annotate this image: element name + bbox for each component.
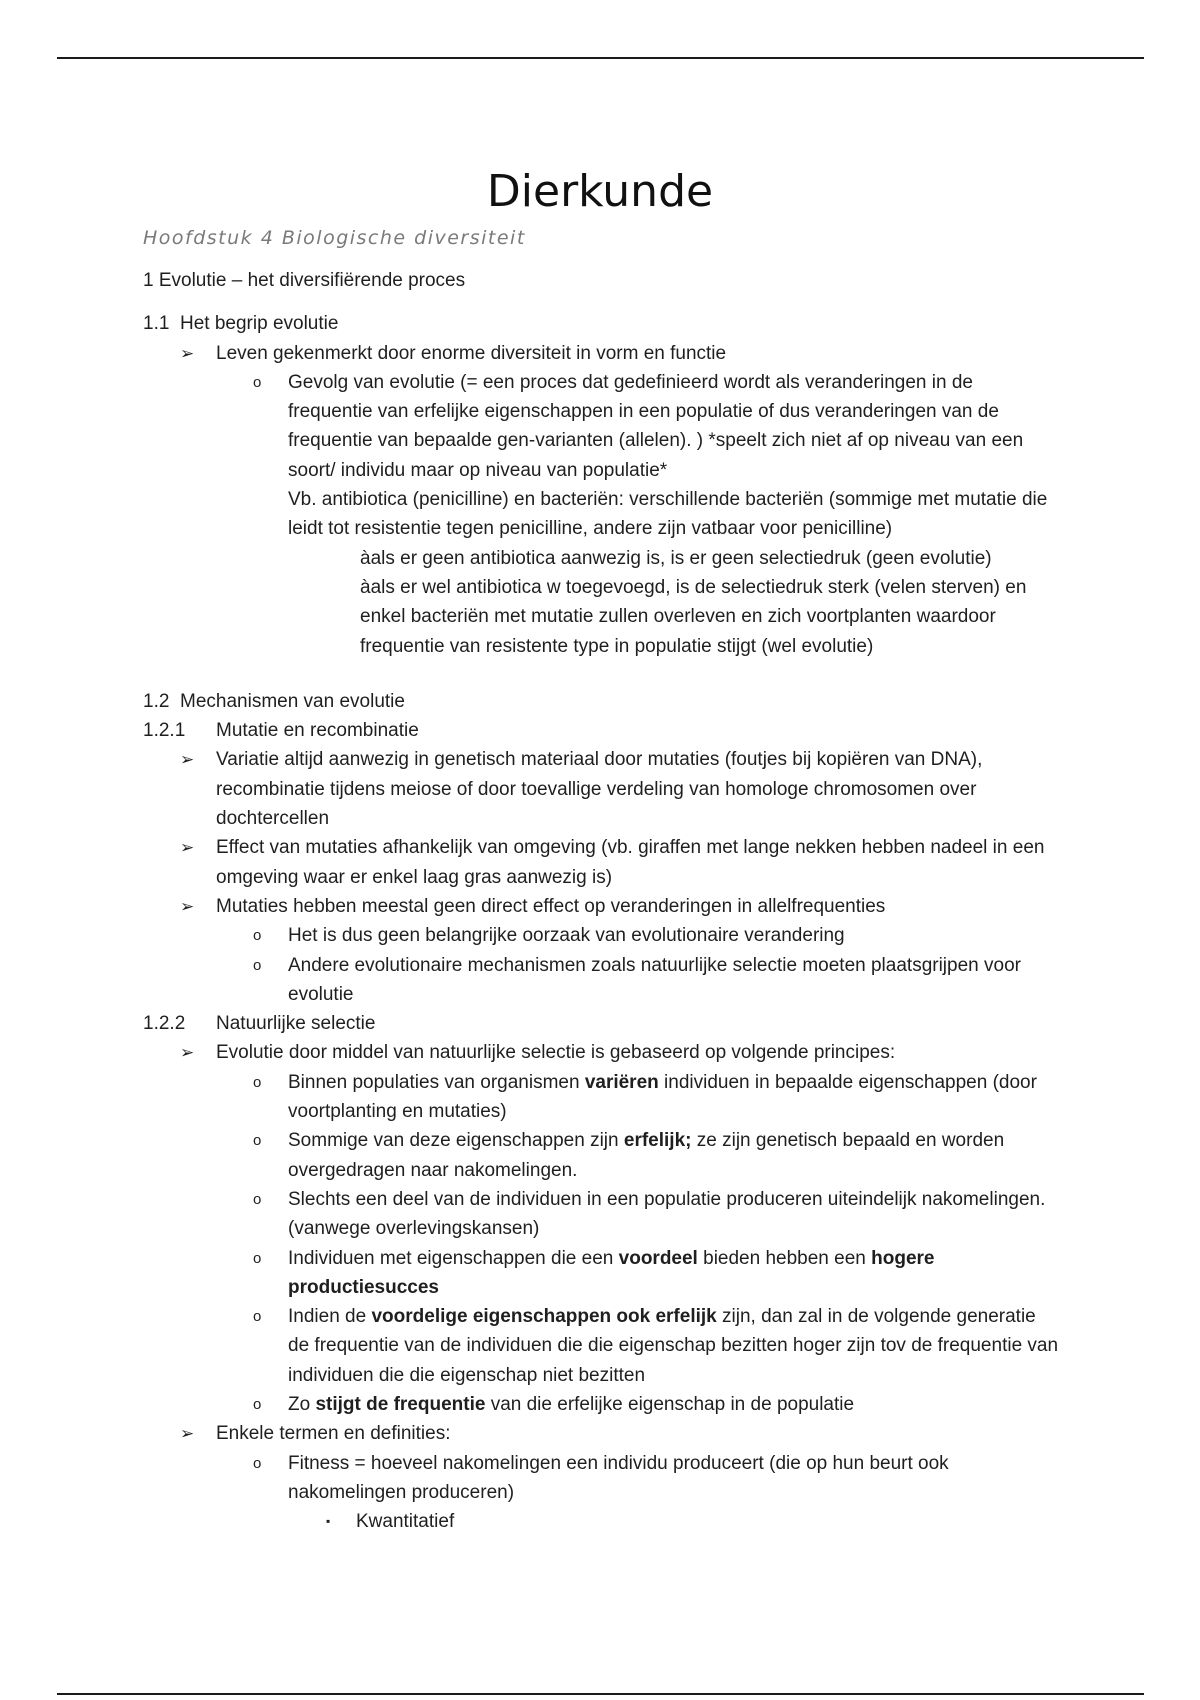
- example-text: Vb. antibiotica (penicilline) en bacteriën: verschillende bacteriën (sommige met mutatie die leidt tot resistentie tegen penicilline, andere zijn vatbaar voor penicilline): [288, 489, 1048, 540]
- arrow-bullet-icon: ➢: [180, 750, 195, 770]
- consequence-text: àals er geen antibiotica aanwezig is, is er geen selectiedruk (geen evolutie): [360, 547, 992, 569]
- emphasis-text: hogere productiesucces: [288, 1247, 935, 1298]
- list-item-text: Variatie altijd aanwezig in genetisch materiaal door mutaties (foutjes bij kopiëren van DNA), recombinatie tijdens meiose of door toevallige verdeling van homologe chromosomen over dochtercellen: [216, 749, 983, 830]
- subsection-number: 1.1: [143, 313, 170, 335]
- emphasis-text: stijgt de frequentie: [315, 1393, 486, 1415]
- list-item: [0, 368, 1200, 485]
- paragraph: [0, 573, 1200, 661]
- emphasis-text: variëren: [584, 1071, 659, 1093]
- subsection-heading-1-2-1: [0, 716, 1200, 745]
- list-item-text: ze zijn genetisch bepaald en worden overgedragen naar nakomelingen.: [288, 1130, 1005, 1181]
- list-item: [0, 1302, 1200, 1390]
- arrow-bullet-icon: ➢: [180, 896, 195, 916]
- paragraph: [0, 485, 1200, 544]
- list-item: [0, 1244, 1200, 1303]
- list-item: [0, 833, 1200, 892]
- list-item: [0, 745, 1200, 833]
- list-item: [0, 1449, 1200, 1508]
- subsection-title: Het begrip evolutie: [180, 313, 339, 335]
- circle-bullet-icon: o: [253, 1395, 262, 1413]
- list-item-text: Sommige van deze eigenschappen zijn: [288, 1130, 624, 1152]
- footer-rule: [57, 1693, 1144, 1695]
- subsection-title: Mutatie en recombinatie: [216, 720, 419, 742]
- list-item-text: Evolutie door middel van natuurlijke selectie is gebaseerd op volgende principes:: [216, 1042, 896, 1064]
- list-item: [0, 339, 1200, 368]
- circle-bullet-icon: o: [253, 1073, 262, 1091]
- subsection-number: 1.2.2: [143, 1013, 186, 1035]
- list-item-text: Kwantitatief: [356, 1511, 455, 1533]
- list-item: [0, 892, 1200, 921]
- list-item-text: individuen in bepaalde eigenschappen (door voortplanting en mutaties): [288, 1071, 1037, 1123]
- list-item: [0, 1038, 1200, 1067]
- arrow-bullet-icon: ➢: [180, 838, 195, 858]
- list-item: [0, 921, 1200, 950]
- emphasis-text: voordelige eigenschappen ook erfelijk: [371, 1306, 717, 1328]
- document-title: Dierkunde: [486, 166, 714, 217]
- paragraph: [0, 544, 1200, 573]
- list-item-text: van die erfelijke eigenschap in de populatie: [485, 1393, 855, 1415]
- subsection-title: Natuurlijke selectie: [216, 1013, 376, 1035]
- list-item-text: Fitness = hoeveel nakomelingen een individu produceert (die op hun beurt ook nakomelingen produceren): [288, 1452, 949, 1503]
- circle-bullet-icon: o: [253, 927, 262, 945]
- circle-bullet-icon: o: [253, 1190, 262, 1208]
- list-item-text: bieden hebben een: [697, 1247, 872, 1269]
- list-item-text: Slechts een deel van de individuen in een populatie produceren uiteindelijk nakomelingen. (vanwege overlevingskansen): [288, 1188, 1046, 1240]
- subsection-heading-1-2-2: [0, 1009, 1200, 1038]
- subsection-title: Mechanismen van evolutie: [180, 690, 405, 712]
- circle-bullet-icon: o: [253, 1454, 262, 1472]
- consequence-text: àals er wel antibiotica w toegevoegd, is de selectiedruk sterk (velen sterven) en enkel bacteriën met mutatie zullen overleven en zich voortplanten waardoor frequentie van resistente type in populatie stijgt (wel evolutie): [360, 576, 1027, 657]
- list-item-text: Het is dus geen belangrijke oorzaak van evolutionaire verandering: [288, 925, 845, 947]
- subsection-number: 1.2.1: [143, 720, 186, 742]
- arrow-bullet-icon: ➢: [180, 1043, 195, 1063]
- list-item: [0, 1185, 1200, 1244]
- section-heading: [0, 266, 1200, 295]
- list-item: [0, 1507, 1200, 1536]
- list-item-text: Andere evolutionaire mechanismen zoals natuurlijke selectie moeten plaatsgrijpen voor evolutie: [288, 954, 1021, 1005]
- emphasis-text: voordeel: [618, 1247, 698, 1269]
- document-body: [0, 266, 1200, 1536]
- list-item-text: Effect van mutaties afhankelijk van omgeving (vb. giraffen met lange nekken hebben nadeel in een omgeving waar er enkel laag gras aanwezig is): [216, 837, 1045, 888]
- header-rule: [57, 57, 1144, 59]
- subsection-number: 1.2: [143, 690, 170, 712]
- subsection-heading-1-2: [0, 687, 1200, 716]
- list-item-text: Binnen populaties van organismen: [288, 1071, 585, 1093]
- section-heading-text: 1 Evolutie – het diversifiërende proces: [143, 270, 466, 291]
- circle-bullet-icon: o: [253, 1249, 262, 1267]
- list-item-text: Zo: [288, 1393, 316, 1415]
- list-item-text: zijn, dan zal in de volgende generatie de frequentie van de individuen die die eigenschap bezitten hoger zijn tov de frequentie van individuen die die eigenschap niet bezitten: [288, 1306, 1059, 1386]
- list-item: [0, 1068, 1200, 1127]
- list-item: [0, 1126, 1200, 1185]
- list-item: [0, 1419, 1200, 1448]
- list-item-text: Individuen met eigenschappen die een: [288, 1247, 619, 1269]
- circle-bullet-icon: o: [253, 1308, 262, 1326]
- list-item: [0, 1390, 1200, 1419]
- list-item-text: Gevolg van evolutie (= een proces dat gedefinieerd wordt als veranderingen in de frequentie van erfelijke eigenschappen in een populatie of dus veranderingen van de frequentie van bepaalde gen-varianten (allelen). ) *speelt zich niet af op niveau van een soort/ individu maar op niveau van populatie*: [288, 371, 1024, 481]
- square-bullet-icon: ▪: [326, 1514, 331, 1529]
- emphasis-text: erfelijk;: [623, 1130, 692, 1152]
- list-item-text: Enkele termen en definities:: [216, 1423, 451, 1445]
- list-item-text: Indien de: [288, 1306, 372, 1328]
- list-item-text: Mutaties hebben meestal geen direct effect op veranderingen in allelfrequenties: [216, 895, 886, 917]
- list-item-text: Leven gekenmerkt door enorme diversiteit in vorm en functie: [216, 342, 727, 364]
- subsection-heading-1-1: [0, 309, 1200, 338]
- arrow-bullet-icon: ➢: [180, 1424, 195, 1444]
- list-item: [0, 951, 1200, 1010]
- document-subtitle: Hoofdstuk 4 Biologische diversiteit: [143, 227, 526, 249]
- arrow-bullet-icon: ➢: [180, 343, 195, 363]
- circle-bullet-icon: o: [253, 1132, 262, 1150]
- circle-bullet-icon: o: [253, 956, 262, 974]
- circle-bullet-icon: o: [253, 373, 262, 391]
